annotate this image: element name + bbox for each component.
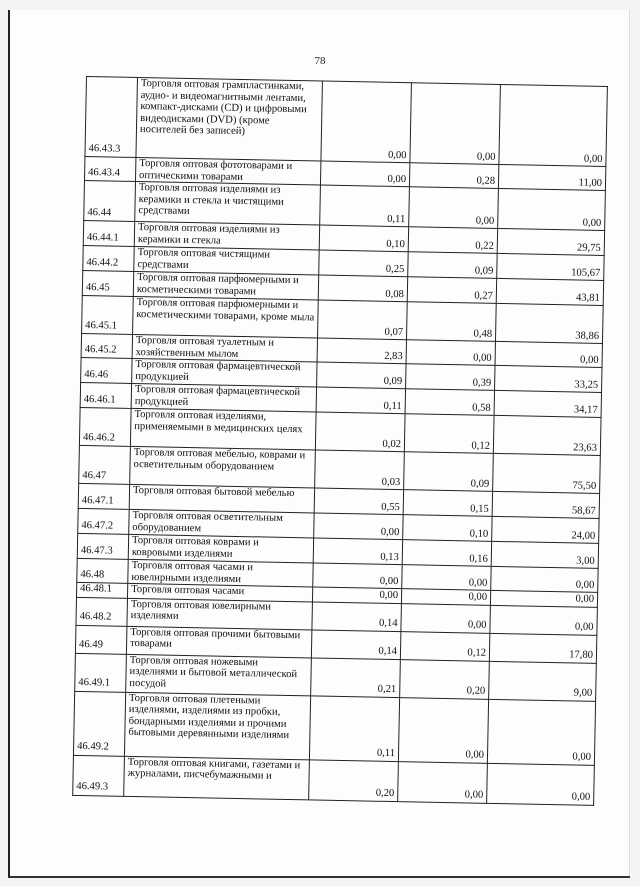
- name-cell: Торговля оптовая туалетным и хозяйственным мылом: [132, 334, 317, 362]
- value-cell-1: 0,10: [319, 225, 408, 252]
- value-cell-3: 0,00: [495, 341, 602, 367]
- value-cell-3: 43,81: [496, 278, 603, 305]
- table-body: [73, 77, 608, 805]
- value-cell-2: 0,09: [404, 452, 494, 492]
- code-cell: 46.48.2: [76, 597, 128, 626]
- value-cell-1: 0,55: [314, 488, 403, 515]
- table-row: [85, 77, 607, 167]
- value-cell-3: 0,00: [487, 699, 595, 765]
- value-cell-3: 9,00: [489, 661, 597, 701]
- name-cell: Торговля оптовая мебелью, коврами и осветительным оборудованием: [130, 446, 316, 488]
- code-cell: 46.48.1: [76, 582, 127, 597]
- name-cell: Торговля оптовая прочими бытовыми товарами: [126, 626, 312, 658]
- value-cell-2: 0,00: [402, 565, 491, 591]
- name-cell: Торговля оптовая парфюмерными и косметическими товарами, кроме мыла: [133, 296, 319, 338]
- value-cell-2: 0,16: [402, 540, 491, 567]
- value-cell-3: 11,00: [498, 164, 605, 190]
- value-cell-2: 0,00: [401, 589, 490, 605]
- name-cell: Торговля оптовая фармацевтической продукцией: [132, 358, 317, 387]
- name-cell: Торговля оптовая плетеными изделиями, изделиями из пробки, бондарными изделиями и прочими бытовыми деревянными изделиями: [124, 692, 310, 760]
- value-cell-2: 0,00: [409, 187, 499, 229]
- value-cell-1: 0,20: [309, 759, 399, 801]
- value-cell-2: 0,48: [406, 302, 496, 342]
- value-cell-1: 0,00: [313, 563, 402, 589]
- value-cell-2: 0,00: [410, 83, 501, 165]
- value-cell-2: 0,00: [406, 340, 495, 366]
- value-cell-3: 58,67: [492, 491, 599, 518]
- code-cell: 46.44: [84, 180, 136, 221]
- value-cell-3: 0,00: [490, 590, 597, 607]
- code-cell: 46.47.3: [77, 533, 128, 559]
- code-cell: 46.44.1: [83, 220, 134, 246]
- value-cell-1: 0,09: [317, 362, 406, 389]
- code-cell: 46.43.4: [84, 156, 135, 181]
- value-cell-2: 0,58: [405, 389, 494, 416]
- name-cell: Торговля оптовая изделиями из керамики и стекла: [134, 221, 319, 250]
- value-cell-3: 0,00: [498, 188, 606, 230]
- value-cell-2: 0,00: [401, 603, 491, 633]
- code-cell: 46.49.3: [73, 755, 125, 796]
- value-cell-3: 105,67: [497, 253, 604, 280]
- name-cell: Торговля оптовая книгами, газетами и журналами, писчебумажными и: [124, 756, 310, 800]
- data-table: [72, 76, 608, 805]
- code-cell: 46.49.1: [75, 653, 127, 692]
- value-cell-3: 29,75: [497, 228, 604, 255]
- name-cell: Торговля оптовая парфюмерными и косметическими товарами: [133, 271, 318, 300]
- value-cell-1: 0,00: [321, 81, 412, 163]
- value-cell-2: 0,00: [398, 697, 488, 763]
- value-cell-1: 0,21: [311, 657, 401, 697]
- value-cell-2: 0,09: [408, 252, 497, 279]
- value-cell-3: 0,00: [490, 605, 598, 635]
- code-cell: 46.49.2: [73, 691, 125, 756]
- value-cell-1: 0,14: [312, 601, 402, 631]
- value-cell-2: 0,20: [400, 659, 490, 699]
- code-cell: 46.46: [81, 357, 132, 383]
- value-cell-1: 0,25: [319, 250, 408, 277]
- value-cell-2: 0,22: [408, 227, 497, 254]
- name-cell: Торговля оптовая часами и ювелирными изделиями: [128, 559, 313, 587]
- value-cell-1: 0,00: [314, 513, 403, 540]
- name-cell: Торговля оптовая фототоварами и оптическими товарами: [135, 157, 320, 185]
- name-cell: Торговля оптовая чистящими средствами: [134, 246, 319, 275]
- value-cell-1: 0,13: [313, 538, 402, 565]
- value-cell-3: 3,00: [491, 541, 598, 568]
- value-cell-2: 0,28: [409, 163, 498, 189]
- name-cell: Торговля оптовая осветительным оборудованием: [129, 509, 314, 538]
- value-cell-1: 0,03: [315, 450, 405, 490]
- value-cell-3: 34,17: [494, 390, 601, 417]
- value-cell-3: 38,86: [495, 303, 603, 343]
- value-cell-1: 0,14: [311, 629, 401, 659]
- value-cell-2: 0,39: [406, 364, 495, 391]
- code-cell: 46.43.3: [85, 77, 138, 158]
- value-cell-2: 0,27: [407, 277, 496, 304]
- name-cell: Торговля оптовая изделиями, применяемыми в медицинских целях: [130, 408, 316, 450]
- value-cell-1: 0,11: [316, 387, 405, 414]
- code-cell: 46.45.2: [81, 333, 132, 358]
- document-page: [8, 10, 630, 878]
- value-cell-3: 17,80: [489, 633, 597, 663]
- name-cell: Торговля оптовая грампластинками, аудио- и видеомагнитными лентами, компакт-дисками (CD) и цифровыми видеодисками (DVD) (кроме носителей без записей): [136, 77, 323, 161]
- value-cell-3: 75,50: [493, 453, 601, 493]
- value-cell-3: 0,00: [499, 84, 608, 166]
- name-cell: Торговля оптовая фармацевтической продукцией: [131, 383, 316, 412]
- name-cell: Торговля оптовая изделиями из керамики и стекла и чистящими средствами: [135, 181, 321, 225]
- value-cell-1: 0,00: [312, 587, 401, 603]
- name-cell: Торговля оптовая ножевыми изделиями и бытовой металлической посудой: [126, 654, 312, 696]
- code-cell: 46.46.2: [79, 407, 131, 446]
- name-cell: Торговля оптовая коврами и ковровыми изделиями: [128, 534, 313, 563]
- value-cell-2: 0,12: [404, 414, 494, 454]
- table-row: [73, 691, 595, 765]
- code-cell: 46.46.1: [80, 382, 131, 408]
- value-cell-2: 0,12: [400, 631, 490, 661]
- value-cell-1: 0,07: [318, 300, 408, 340]
- code-cell: 46.47: [79, 445, 131, 484]
- value-cell-3: 24,00: [492, 516, 599, 543]
- code-cell: 46.47.2: [78, 508, 129, 534]
- value-cell-1: 0,02: [315, 412, 405, 452]
- name-cell: Торговля оптовая часами: [127, 583, 312, 601]
- name-cell: Торговля оптовая ювелирными изделиями: [127, 598, 313, 630]
- code-cell: 46.48: [77, 558, 128, 583]
- code-cell: 46.45.1: [82, 295, 134, 334]
- value-cell-3: 33,25: [495, 365, 602, 392]
- value-cell-2: 0,10: [403, 515, 492, 542]
- value-cell-3: 23,63: [493, 415, 601, 455]
- code-cell: 46.47.1: [78, 483, 129, 509]
- value-cell-3: 0,00: [487, 763, 595, 805]
- page-number: 78: [314, 55, 326, 67]
- code-cell: 46.44.2: [83, 245, 134, 271]
- code-cell: 46.45: [82, 270, 133, 296]
- name-cell: Торговля оптовая бытовой мебелью: [129, 484, 314, 513]
- value-cell-1: 0,00: [320, 161, 409, 187]
- value-cell-2: 0,00: [398, 761, 488, 803]
- value-cell-1: 0,08: [318, 275, 407, 302]
- code-cell: 46.49: [75, 625, 127, 654]
- value-cell-1: 0,11: [320, 185, 410, 227]
- value-cell-2: 0,15: [403, 490, 492, 517]
- value-cell-1: 0,11: [309, 695, 399, 761]
- value-cell-1: 2,83: [317, 338, 406, 364]
- value-cell-3: 0,00: [491, 566, 598, 592]
